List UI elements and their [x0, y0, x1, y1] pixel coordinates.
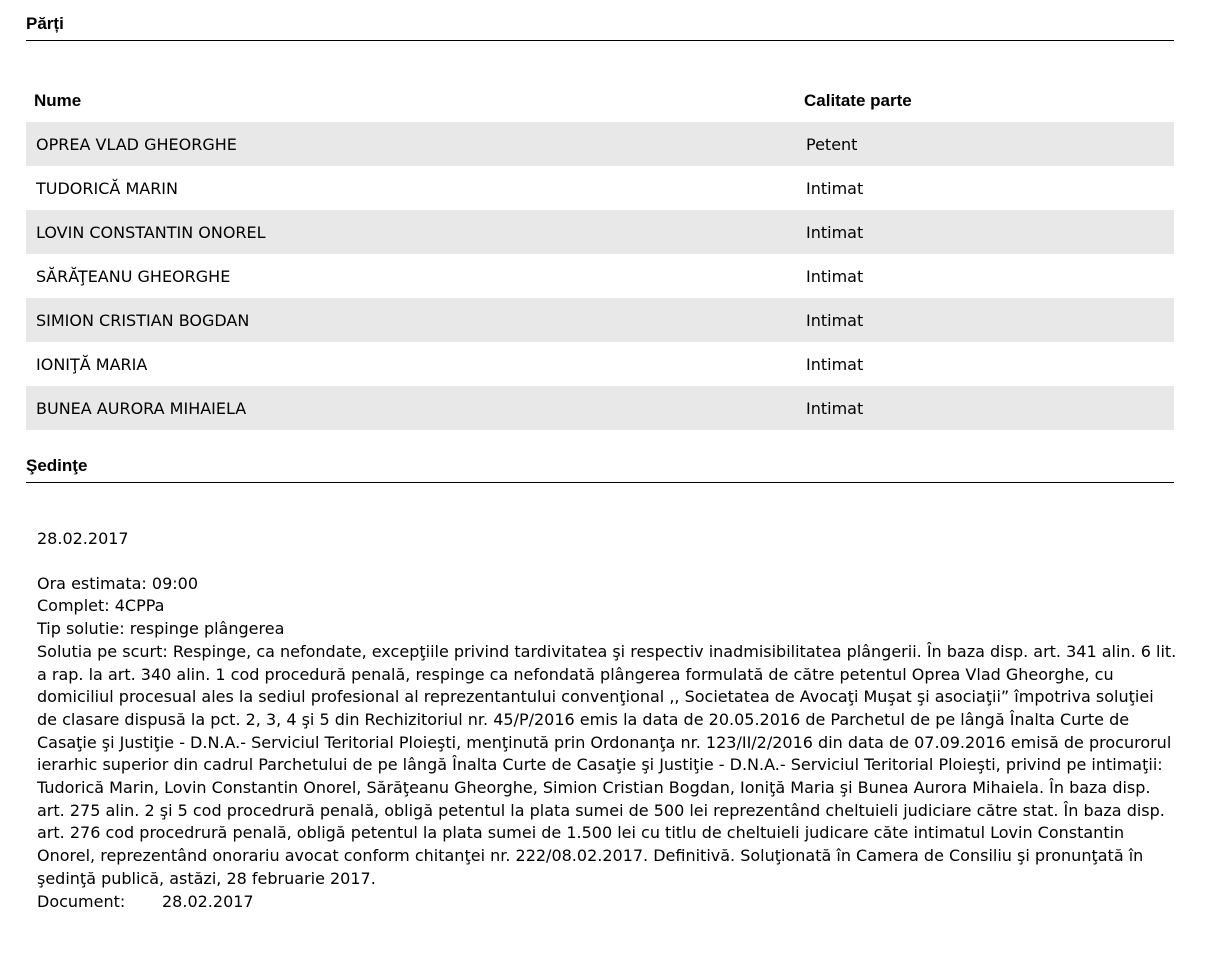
party-role: Intimat	[796, 298, 1174, 342]
table-row	[26, 166, 1174, 210]
party-name: LOVIN CONSTANTIN ONOREL	[26, 210, 796, 254]
column-header-name: Nume	[34, 90, 82, 110]
solution-summary: Solutia pe scurt: Respinge, ca nefondate, excepţiile privind tardivitatea şi respectiv inadmisibilitatea plângerii. În baza disp. art. 341 alin. 6 lit. a rap. la art. 340 alin. 1 cod procedură penală, respinge ca nefondată plângerea formulată de către petentul Oprea Vlad Gheorghe, cu domiciliul procesual ales la sediul profesional al reprezentantului convenţional ,, Societatea de Avocaţi Muşat şi asociaţii” împotriva soluţiei de clasare dispusă la pct. 2, 3, 4 şi 5 din Rechizitoriul nr. 45/P/2016 emis la data de 20.05.2016 de Parchetul de pe lângă Înalta Curte de Casaţie şi Justiţie - D.N.A.- Serviciul Teritorial Ploieşti, menţinută prin Ordonanţa nr. 123/II/2/2016 din data de 07.09.2016 emisă de procurorul ierarhic superior din cadrul Parchetului de pe lângă Înalta Curte de Casaţie şi Justiţie - D.N.A.- Serviciul Teritorial Ploieşti, privind pe intimaţii: Tudorică Marin, Lovin Constantin Onorel, Sărăţeanu Gheorghe, Simion Cristian Bogdan, Ioniţă Maria şi Bunea Aurora Mihaiela. În baza disp. art. 275 alin. 2 şi 5 cod procedrură penală, obligă petentul la plata sumei de 500 lei reprezentând cheltuieli judiciare către stat. În baza disp. art. 276 cod procedrură penală, obligă petentul la plata sumei de 1.500 lei cu titlu de cheltuieli judicare căte intimatul Lovin Constantin Onorel, reprezentând onorariu avocat conform chitanţei nr. 222/08.02.2017. Definitivă. Soluţionată în Camera de Consiliu şi pronunţată în şedinţă publică, astăzi, 28 februarie 2017.	[37, 641, 1177, 888]
hearing-date: 28.02.2017	[37, 529, 129, 548]
party-name: SIMION CRISTIAN BOGDAN	[26, 298, 796, 342]
table-row	[26, 210, 1174, 254]
document-line	[37, 891, 1177, 914]
document-date: 28.02.2017	[162, 891, 254, 911]
table-row	[26, 122, 1174, 166]
estimated-time: Ora estimata: 09:00	[37, 573, 199, 593]
panel: Complet: 4CPPa	[37, 596, 165, 616]
table-row	[26, 254, 1174, 298]
parties-table	[26, 79, 1174, 430]
party-role: Intimat	[796, 210, 1174, 254]
parties-section-title: Părți	[26, 14, 1174, 41]
column-header-role: Calitate parte	[804, 90, 912, 110]
party-name: SĂRĂŢEANU GHEORGHE	[36, 266, 231, 286]
table-row	[26, 342, 1174, 386]
party-role: Intimat	[796, 386, 1174, 430]
hearings-section-title: Şedinţe	[26, 456, 1174, 483]
hearing-entry	[37, 528, 1177, 913]
solution-type: Tip solutie: respinge plângerea	[37, 619, 285, 639]
party-role: Intimat	[806, 178, 864, 198]
party-role: Intimat	[806, 266, 864, 286]
table-row	[26, 298, 1174, 342]
party-role: Petent	[796, 122, 1174, 166]
party-name: OPREA VLAD GHEORGHE	[26, 122, 796, 166]
party-name: TUDORICĂ MARIN	[36, 178, 178, 198]
party-name: IONIŢĂ MARIA	[36, 354, 148, 374]
table-row	[26, 386, 1174, 430]
table-header-row	[26, 79, 1174, 122]
party-name: BUNEA AURORA MIHAIELA	[26, 386, 796, 430]
document-label: Document:	[37, 891, 126, 911]
party-role: Intimat	[806, 354, 864, 374]
